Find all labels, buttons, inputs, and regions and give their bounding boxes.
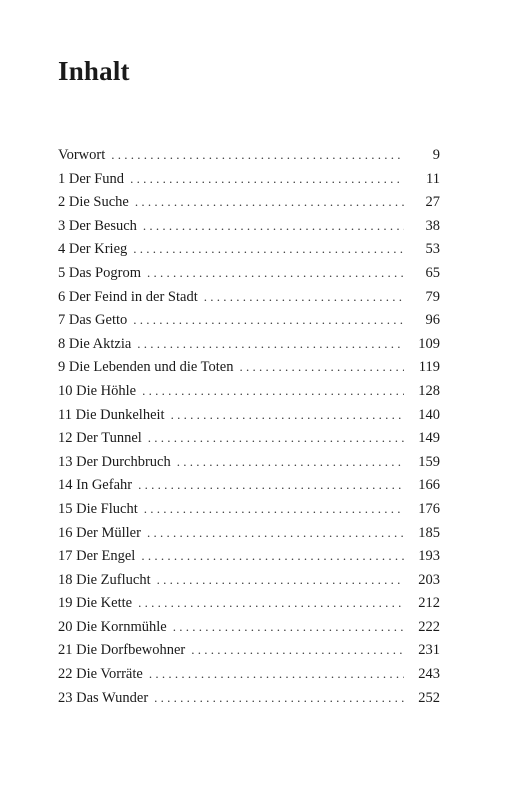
toc-dot-leader xyxy=(111,143,404,167)
toc-entry-page-number: 193 xyxy=(418,548,440,565)
toc-entry xyxy=(58,638,440,662)
toc-entry-label: 14 In Gefahr xyxy=(58,477,133,494)
toc-entry-page-number: 96 xyxy=(425,312,440,329)
toc-dot-leader xyxy=(204,285,404,309)
toc-entry-label: 6 Der Feind in der Stadt xyxy=(58,288,198,305)
toc-entry-page-number: 176 xyxy=(418,500,440,517)
toc-dot-leader xyxy=(147,521,404,545)
toc-dot-leader xyxy=(144,497,404,521)
toc-entry-label: 20 Die Kornmühle xyxy=(58,618,167,635)
toc-dot-leader xyxy=(135,190,404,214)
toc-entry-label: 3 Der Besuch xyxy=(58,217,137,234)
toc-dot-leader xyxy=(142,379,404,403)
toc-entry xyxy=(58,426,440,450)
toc-dot-leader xyxy=(173,615,404,639)
toc-dot-leader xyxy=(154,686,404,710)
page-title: Inhalt xyxy=(58,56,130,86)
toc-entry xyxy=(58,662,440,686)
toc-entry xyxy=(58,521,440,545)
table-of-contents xyxy=(58,143,440,709)
toc-dot-leader xyxy=(133,308,404,332)
toc-entry-label: 9 Die Lebenden und die Toten xyxy=(58,359,234,376)
toc-entry-page-number: 11 xyxy=(426,170,440,187)
toc-entry xyxy=(58,261,440,285)
toc-entry-label: 8 Die Aktzia xyxy=(58,335,132,352)
toc-entry-label: 1 Der Fund xyxy=(58,170,125,187)
toc-entry xyxy=(58,568,440,592)
toc-entry-page-number: 27 xyxy=(425,194,440,211)
toc-entry-page-number: 128 xyxy=(418,382,440,399)
toc-entry-label: Vorwort xyxy=(58,147,106,163)
toc-entry xyxy=(58,450,440,474)
toc-entry-page-number: 9 xyxy=(432,147,440,163)
toc-entry-page-number: 231 xyxy=(418,642,440,659)
toc-entry xyxy=(58,497,440,521)
toc-dot-leader xyxy=(138,473,404,497)
toc-entry-page-number: 79 xyxy=(425,288,440,305)
toc-dot-leader xyxy=(171,403,404,427)
toc-entry-label: 11 Die Dunkelheit xyxy=(58,406,165,423)
toc-entry-label: 13 Der Durchbruch xyxy=(58,453,171,470)
toc-entry xyxy=(58,237,440,261)
toc-dot-leader xyxy=(141,544,404,568)
toc-entry-page-number: 53 xyxy=(425,241,440,258)
toc-entry-label: 21 Die Dorfbewohner xyxy=(58,642,186,659)
toc-entry xyxy=(58,190,440,214)
toc-entry xyxy=(58,686,440,710)
toc-dot-leader xyxy=(177,450,404,474)
toc-entry-label: 12 Der Tunnel xyxy=(58,430,142,447)
toc-entry xyxy=(58,544,440,568)
toc-entry-label: 17 Der Engel xyxy=(58,548,136,565)
toc-entry-page-number: 243 xyxy=(418,666,440,683)
toc-entry-page-number: 222 xyxy=(418,618,440,635)
toc-entry-page-number: 212 xyxy=(418,595,440,612)
toc-entry-page-number: 119 xyxy=(418,359,440,376)
toc-dot-leader xyxy=(147,261,404,285)
toc-entry-label: 7 Das Getto xyxy=(58,312,128,329)
toc-entry xyxy=(58,379,440,403)
toc-entry-page-number: 140 xyxy=(418,406,440,423)
toc-dot-leader xyxy=(191,638,404,662)
toc-entry-label: 19 Die Kette xyxy=(58,595,133,612)
toc-dot-leader xyxy=(130,167,404,191)
toc-entry xyxy=(58,285,440,309)
toc-entry-page-number: 65 xyxy=(425,264,440,281)
toc-entry-page-number: 109 xyxy=(418,335,440,352)
toc-entry xyxy=(58,308,440,332)
toc-dot-leader xyxy=(143,214,404,238)
toc-dot-leader xyxy=(240,355,405,379)
toc-entry-label: 5 Das Pogrom xyxy=(58,264,141,281)
toc-dot-leader xyxy=(157,568,404,592)
toc-dot-leader xyxy=(138,591,404,615)
toc-entry-page-number: 159 xyxy=(418,453,440,470)
toc-entry-label: 16 Der Müller xyxy=(58,524,141,541)
toc-entry-page-number: 166 xyxy=(418,477,440,494)
toc-entry-label: 4 Der Krieg xyxy=(58,241,128,258)
toc-dot-leader xyxy=(149,662,404,686)
toc-entry xyxy=(58,355,440,379)
toc-entry xyxy=(58,332,440,356)
toc-entry-label: 22 Die Vorräte xyxy=(58,666,143,683)
toc-entry-label: 23 Das Wunder xyxy=(58,689,149,706)
toc-entry-label: 10 Die Höhle xyxy=(58,382,137,399)
toc-entry-label: 18 Die Zuflucht xyxy=(58,571,151,588)
toc-entry-page-number: 149 xyxy=(418,430,440,447)
toc-entry xyxy=(58,615,440,639)
toc-dot-leader xyxy=(137,332,404,356)
toc-entry-label: 15 Die Flucht xyxy=(58,500,138,517)
toc-entry xyxy=(58,403,440,427)
toc-entry-label: 2 Die Suche xyxy=(58,194,129,211)
toc-entry xyxy=(58,591,440,615)
toc-entry-page-number: 252 xyxy=(418,689,440,706)
toc-entry xyxy=(58,214,440,238)
toc-entry-page-number: 203 xyxy=(418,571,440,588)
toc-entry-page-number: 38 xyxy=(425,217,440,234)
toc-entry xyxy=(58,143,440,167)
toc-entry xyxy=(58,473,440,497)
toc-dot-leader xyxy=(148,426,404,450)
toc-entry xyxy=(58,167,440,191)
toc-dot-leader xyxy=(133,237,404,261)
toc-entry-page-number: 185 xyxy=(418,524,440,541)
